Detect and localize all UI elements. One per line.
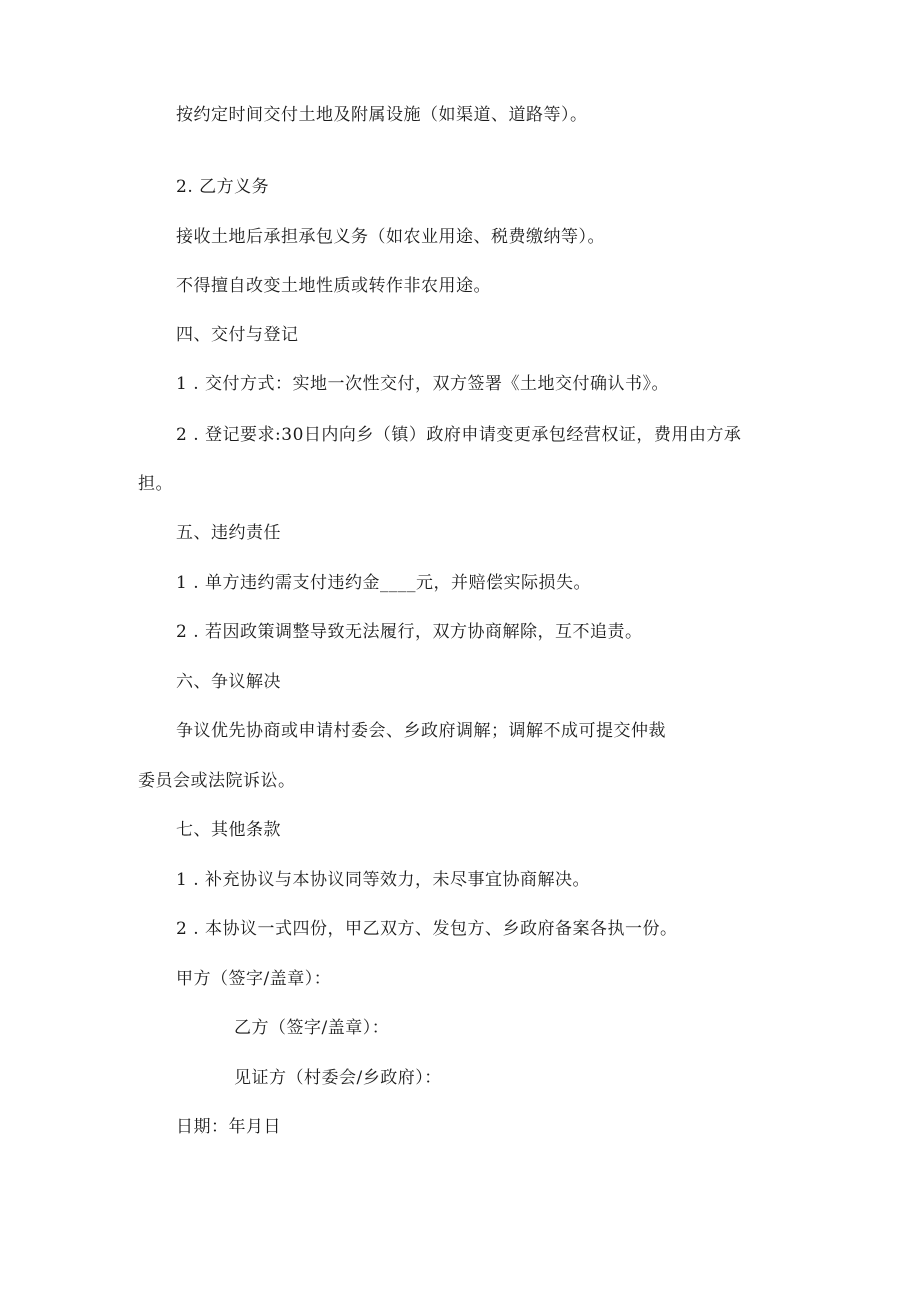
heading-party-b-duty: 2. 乙方义务: [176, 177, 270, 197]
paragraph-b-duty-1: 接收土地后承担承包义务（如农业用途、税费缴纳等）。: [176, 227, 605, 247]
heading-section-6: 六、争议解决: [176, 672, 281, 692]
heading-section-4: 四、交付与登记: [176, 325, 299, 345]
signature-witness: 见证方（村委会/乡政府）：: [234, 1068, 442, 1088]
section-4-item-2-continued: 担。: [138, 474, 173, 494]
section-5-item-1: 1 . 单方违约需支付违约金____元，并赔偿实际损失。: [176, 573, 592, 593]
heading-section-7: 七、其他条款: [176, 820, 281, 840]
section-6-paragraph: 争议优先协商或申请村委会、乡政府调解；调解不成可提交仲裁: [176, 721, 666, 741]
signature-date: 日期：年月日: [176, 1117, 281, 1137]
paragraph-b-duty-2: 不得擅自改变土地性质或转作非农用途。: [176, 276, 491, 296]
section-4-item-2: 2 . 登记要求:30日内向乡（镇）政府申请变更承包经营权证，费用由方承: [176, 425, 742, 445]
signature-party-a: 甲方（签字/盖章）：: [176, 969, 332, 989]
section-7-item-1: 1 . 补充协议与本协议同等效力，未尽事宜协商解决。: [176, 870, 591, 890]
paragraph-deliver-land: 按约定时间交付土地及附属设施（如渠道、道路等）。: [176, 105, 588, 125]
section-4-item-1: 1 . 交付方式：实地一次性交付，双方签署《土地交付确认书》。: [176, 374, 670, 394]
heading-section-5: 五、违约责任: [176, 523, 281, 543]
section-5-item-2: 2 . 若因政策调整导致无法履行，双方协商解除，互不追责。: [176, 622, 643, 642]
section-6-paragraph-continued: 委员会或法院诉讼。: [138, 771, 296, 791]
section-7-item-2: 2 . 本协议一式四份，甲乙双方、发包方、乡政府备案各执一份。: [176, 919, 678, 939]
signature-party-b: 乙方（签字/盖章）：: [234, 1018, 390, 1038]
